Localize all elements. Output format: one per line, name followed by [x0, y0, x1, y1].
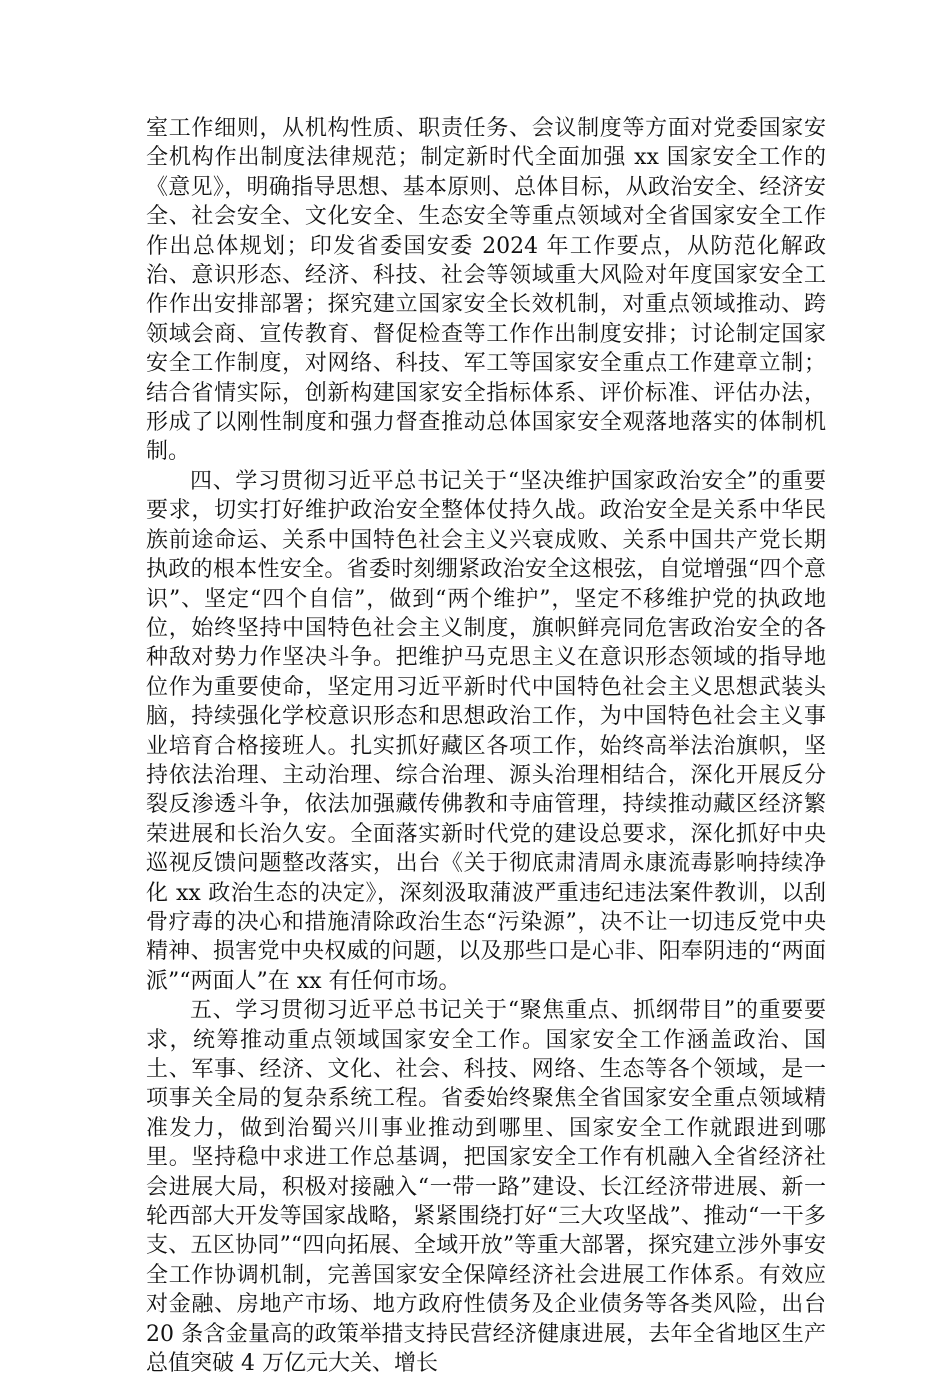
paragraph-section-four: 四、学习贯彻习近平总书记关于“坚决维护国家政治安全”的重要要求，切实打好维护政治安全整体仗持久战。政治安全是关系中华民族前途命运、关系中国特色社会主义兴衰成败、关系中国共产党长期执政的根本性安全。省委时刻绷紧政治安全这根弦，自觉增强“四个意识”、坚定“四个自信”，做到“两个维护”，坚定不移维护党的执政地位，始终坚持中国特色社会主义制度，旗帜鲜亮同危害政治安全的各种敌对势力作坚决斗争。把维护马克思主义在意识形态领域的指导地位作为重要使命，坚定用习近平新时代中国特色社会主义思想武装头脑，持续强化学校意识形态和思想政治工作，为中国特色社会主义事业培育合格接班人。扎实抓好藏区各项工作，始终高举法治旗帜，坚持依法治理、主动治理、综合治理、源头治理相结合，深化开展反分裂反渗透斗争，依法加强藏传佛教和寺庙管理，持续推动藏区经济繁荣进展和长治久安。全面落实新时代党的建设总要求，深化抓好中央巡视反馈问题整改落实，出台《关于彻底肃清周永康流毒影响持续净化 xx 政治生态的决定》，深刻汲取蒲波严重违纪违法案件教训，以刮骨疗毒的决心和措施清除政治生态“污染源”，决不让一切违反党中央精神、损害党中央权威的问题，以及那些口是心非、阳奉阴违的“两面派”“两面人”在 xx 有任何市场。	[146, 468, 826, 994]
paragraph-section-five: 五、学习贯彻习近平总书记关于“聚焦重点、抓纲带目”的重要要求，统筹推动重点领域国家安全工作。国家安全工作涵盖政治、国土、军事、经济、文化、社会、科技、网络、生态等各个领域，是一项事关全局的复杂系统工程。省委始终聚焦全省国家安全重点领域精准发力，做到治蜀兴川事业推动到哪里、国家安全工作就跟进到哪里。坚持稳中求进工作总基调，把国家安全工作有机融入全省经济社会进展大局，积极对接融入“一带一路”建设、长江经济带进展、新一轮西部大开发等国家战略，紧紧围绕打好“三大攻坚战”、推动“一干多支、五区协同”“四向拓展、全域开放”等重大部署，探究建立涉外事安全工作协调机制，完善国家安全保障经济社会进展工作体系。有效应对金融、房地产市场、地方政府性债务及企业债务等各类风险，出台 20 条含金量高的政策举措支持民营经济健康进展，去年全省地区生产总值突破 4 万亿元大关、增长	[146, 998, 826, 1377]
paragraph-continued: 室工作细则，从机构性质、职责任务、会议制度等方面对党委国家安全机构作出制度法律规范；制定新时代全面加强 xx 国家安全工作的《意见》，明确指导思想、基本原则、总体目标，从政治安全、经济安全、社会安全、文化安全、生态安全等重点领域对全省国家安全工作作出总体规划；印发省委国安委 2024 年工作要点，从防范化解政治、意识形态、经济、科技、社会等领域重大风险对年度国家安全工作作出安排部署；探究建立国家安全长效机制，对重点领域推动、跨领域会商、宣传教育、督促检查等工作作出制度安排；讨论制定国家安全工作制度，对网络、科技、军工等国家安全重点工作建章立制；结合省情实际，创新构建国家安全指标体系、评价标准、评估办法，形成了以刚性制度和强力督查推动总体国家安全观落地落实的体制机制。	[146, 116, 826, 465]
document-body	[146, 114, 826, 1378]
